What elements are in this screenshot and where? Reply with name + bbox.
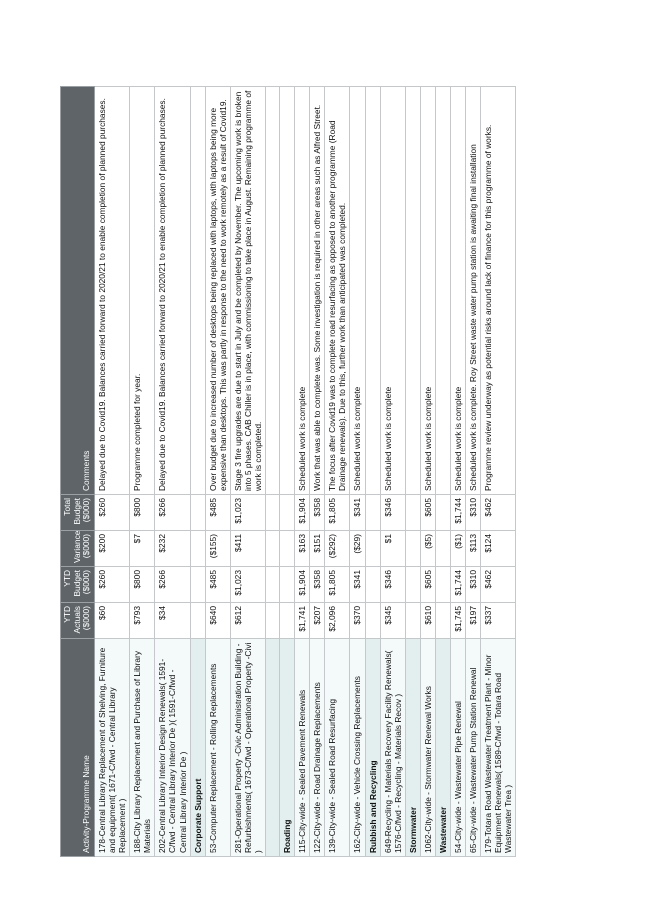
table-row: [420, 87, 435, 857]
variance-cell: ($5): [420, 531, 435, 567]
ytd-actuals-cell: $345: [380, 603, 405, 639]
section-row: [365, 87, 380, 857]
ytd-actuals-cell: $1,741: [295, 603, 310, 639]
ytd-budget-cell: $266: [155, 567, 190, 603]
table-row: [205, 87, 230, 857]
total-budget-cell: $1,805: [325, 495, 350, 531]
total-budget-cell: $266: [155, 495, 190, 531]
activity-name-cell: 188-City Library Replacement and Purchase of Library Materials: [130, 639, 155, 857]
table-row: [130, 87, 155, 857]
section-empty-cell: [280, 495, 295, 531]
activity-name-cell: 53-Computer Replacement - Rolling Replacements: [205, 639, 230, 857]
ytd-actuals-cell: $793: [130, 603, 155, 639]
ytd-actuals-cell: $612: [230, 603, 265, 639]
section-empty-cell: [435, 87, 450, 495]
activity-name-cell: 1062-City-wide - Stormwater Renewal Works: [420, 639, 435, 857]
activity-name-cell: 178-Central Library Replacement of Shelving, Furniture and equipment( 1671-C/fwd - Central Library Replacement ): [94, 639, 129, 857]
ytd-budget-cell: $260: [94, 567, 129, 603]
spacer-cell: [266, 639, 280, 857]
activity-name-cell: 139-City-wide - Sealed Road Resurfacing: [325, 639, 350, 857]
variance-cell: $163: [295, 531, 310, 567]
total-budget-cell: $310: [466, 495, 481, 531]
total-budget-cell: $462: [481, 495, 516, 531]
ytd-budget-cell: $485: [205, 567, 230, 603]
section-empty-cell: [190, 495, 205, 531]
section-empty-cell: [365, 603, 380, 639]
table-row: [481, 87, 516, 857]
table-row: [466, 87, 481, 857]
variance-cell: $7: [130, 531, 155, 567]
ytd-actuals-cell: $610: [420, 603, 435, 639]
section-title: Corporate Support: [190, 639, 205, 857]
spacer-cell: [266, 531, 280, 567]
ytd-actuals-cell: $207: [310, 603, 325, 639]
ytd-actuals-cell: $640: [205, 603, 230, 639]
variance-cell: ($1): [451, 531, 466, 567]
section-empty-cell: [405, 531, 420, 567]
comments-cell: Scheduled work is complete: [380, 87, 405, 495]
section-empty-cell: [365, 87, 380, 495]
comments-cell: Scheduled work is complete: [350, 87, 365, 495]
comments-cell: Delayed due to Covid19. Balances carried forward to 2020/21 to enable completion of planned purchases.: [94, 87, 129, 495]
variance-cell: $1: [380, 531, 405, 567]
comments-cell: Stage 3 fire upgrades are due to start in July and be completed by November. The upcoming work is broken into 5 phases. CAB Chiller is in place, with commissioning to take place in August. Remaining programme of work is completed.: [230, 87, 265, 495]
ytd-actuals-cell: $197: [466, 603, 481, 639]
section-row: [405, 87, 420, 857]
spacer-cell: [266, 567, 280, 603]
section-row: [435, 87, 450, 857]
variance-cell: ($29): [350, 531, 365, 567]
section-row: [190, 87, 205, 857]
table-row: [451, 87, 466, 857]
variance-cell: $411: [230, 531, 265, 567]
ytd-budget-cell: $346: [380, 567, 405, 603]
total-budget-cell: $260: [94, 495, 129, 531]
section-empty-cell: [190, 531, 205, 567]
table-row: [350, 87, 365, 857]
section-title: Wastewater: [435, 639, 450, 857]
activity-name-cell: 162-City-wide - Vehicle Crossing Replacements: [350, 639, 365, 857]
ytd-budget-cell: $1,805: [325, 567, 350, 603]
table-row: [325, 87, 350, 857]
variance-cell: $113: [466, 531, 481, 567]
variance-cell: $124: [481, 531, 516, 567]
total-budget-cell: $485: [205, 495, 230, 531]
ytd-budget-cell: $462: [481, 567, 516, 603]
header-activity: Activity-Programme Name: [61, 639, 95, 857]
total-budget-cell: $605: [420, 495, 435, 531]
section-empty-cell: [280, 567, 295, 603]
comments-cell: Scheduled work is complete: [420, 87, 435, 495]
comments-cell: The focus after Covid19 was to complete road resurfacing as opposed to another programme (Road Drainage renewals). Due to this, further work than anticipated was completed.: [325, 87, 350, 495]
ytd-actuals-cell: $1,745: [451, 603, 466, 639]
comments-cell: Programme review underway as potential risks around lack of finance for this programme of works.: [481, 87, 516, 495]
comments-cell: Delayed due to Covid19. Balances carried forward to 2020/21 to enable completion of planned purchases.: [155, 87, 190, 495]
activity-name-cell: 649-Recycling - Materials Recovery Facility Renewals( 1576-C/fwd - Recycling - Materials Recov ): [380, 639, 405, 857]
section-row: [280, 87, 295, 857]
spacer-cell: [266, 495, 280, 531]
activity-name-cell: 202-Central Library Interior Design Renewals( 1591-C/fwd - Central Library Interior De )( 1591-C/fwd - Central Library Interior De ): [155, 639, 190, 857]
comments-cell: Scheduled work is complete. Roy Street waste water pump station is awaiting final installation: [466, 87, 481, 495]
header-ytd-budget: YTD Budget ($000): [61, 567, 95, 603]
section-empty-cell: [405, 495, 420, 531]
ytd-actuals-cell: $34: [155, 603, 190, 639]
table-row: [94, 87, 129, 857]
activity-name-cell: 54-City-wide - Wastewater Pipe Renewal: [451, 639, 466, 857]
section-empty-cell: [190, 567, 205, 603]
ytd-budget-cell: $800: [130, 567, 155, 603]
table-row: [230, 87, 265, 857]
table-body: [94, 87, 515, 857]
section-empty-cell: [435, 531, 450, 567]
activity-name-cell: 115-City-wide - Sealed Pavement Renewals: [295, 639, 310, 857]
programme-table: [60, 86, 516, 857]
section-empty-cell: [435, 603, 450, 639]
total-budget-cell: $800: [130, 495, 155, 531]
ytd-budget-cell: $1,744: [451, 567, 466, 603]
header-total-budget: Total Budget ($000): [61, 495, 95, 531]
section-empty-cell: [435, 567, 450, 603]
section-empty-cell: [365, 531, 380, 567]
section-empty-cell: [190, 87, 205, 495]
table-row: [295, 87, 310, 857]
section-title: Rubbish and Recycling: [365, 639, 380, 857]
activity-name-cell: 65-City-wide - Wastewater Pump Station Renewal: [466, 639, 481, 857]
section-empty-cell: [405, 87, 420, 495]
total-budget-cell: $1,904: [295, 495, 310, 531]
total-budget-cell: $346: [380, 495, 405, 531]
spacer-row: [266, 87, 280, 857]
total-budget-cell: $341: [350, 495, 365, 531]
spacer-cell: [266, 87, 280, 495]
activity-name-cell: 179-Totara Road Wastewater Treatment Plant - Minor Equipment Renewals( 1589-C/fwd - Totara Road Wastewater Trea ): [481, 639, 516, 857]
ytd-actuals-cell: $2,096: [325, 603, 350, 639]
section-empty-cell: [280, 531, 295, 567]
section-empty-cell: [435, 495, 450, 531]
comments-cell: Over budget due to increased number of desktops being replaced with laptops, with laptops being more expensive than desktops. This was partly in response to the need to work remotely as a result of Covid19.: [205, 87, 230, 495]
section-title: Stormwater: [405, 639, 420, 857]
ytd-budget-cell: $1,023: [230, 567, 265, 603]
ytd-actuals-cell: $370: [350, 603, 365, 639]
total-budget-cell: $1,744: [451, 495, 466, 531]
section-empty-cell: [365, 495, 380, 531]
ytd-budget-cell: $1,904: [295, 567, 310, 603]
variance-cell: ($292): [325, 531, 350, 567]
table-row: [155, 87, 190, 857]
section-empty-cell: [280, 87, 295, 495]
table-row: [310, 87, 325, 857]
section-empty-cell: [190, 603, 205, 639]
comments-cell: Scheduled work is complete: [451, 87, 466, 495]
activity-name-cell: 281-Operational Property -Civic Administration Building - Refurbishments( 1673-C/fwd - Operational Property -Civi ): [230, 639, 265, 857]
ytd-actuals-cell: $337: [481, 603, 516, 639]
variance-cell: $232: [155, 531, 190, 567]
ytd-actuals-cell: $60: [94, 603, 129, 639]
variance-cell: $151: [310, 531, 325, 567]
variance-cell: $200: [94, 531, 129, 567]
ytd-budget-cell: $358: [310, 567, 325, 603]
comments-cell: Work that was able to complete was. Some investigation is required in other areas such as Alfred Street.: [310, 87, 325, 495]
ytd-budget-cell: $310: [466, 567, 481, 603]
spacer-cell: [266, 603, 280, 639]
table-header-row: [61, 87, 95, 857]
variance-cell: ($155): [205, 531, 230, 567]
total-budget-cell: $358: [310, 495, 325, 531]
total-budget-cell: $1,023: [230, 495, 265, 531]
comments-cell: Scheduled work is complete: [295, 87, 310, 495]
activity-name-cell: 122-City-wide - Road Drainage Replacements: [310, 639, 325, 857]
section-empty-cell: [365, 567, 380, 603]
header-comments: Comments: [61, 87, 95, 495]
section-empty-cell: [405, 603, 420, 639]
ytd-budget-cell: $605: [420, 567, 435, 603]
header-ytd-actuals: YTD Actuals ($000): [61, 603, 95, 639]
section-title: Roading: [280, 639, 295, 857]
section-empty-cell: [405, 567, 420, 603]
section-empty-cell: [280, 603, 295, 639]
table-row: [380, 87, 405, 857]
header-variance: Variance ($000): [61, 531, 95, 567]
ytd-budget-cell: $341: [350, 567, 365, 603]
comments-cell: Programme completed for year.: [130, 87, 155, 495]
